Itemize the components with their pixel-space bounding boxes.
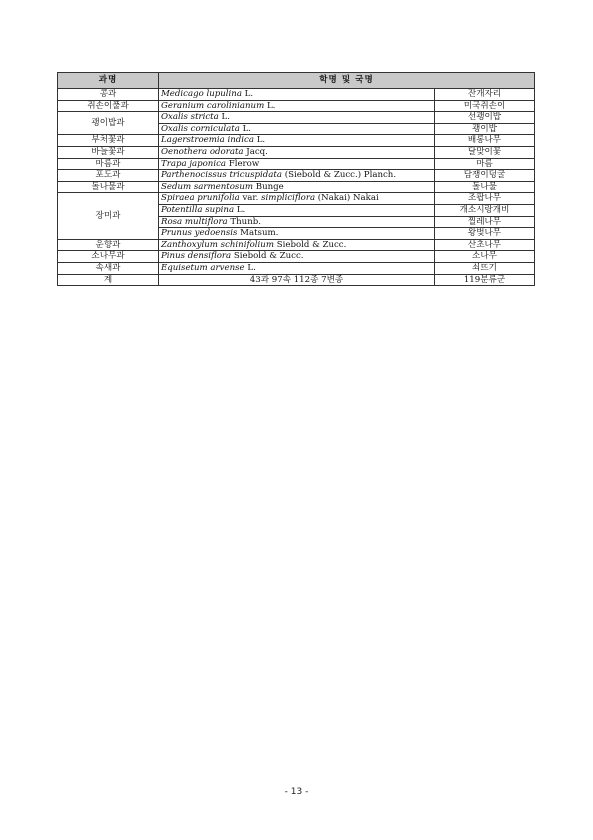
family-cell: 콩과 [58,89,159,101]
scientific-name-authority: Flerow [226,158,260,169]
table-row [58,146,535,158]
table-row [58,251,535,263]
table-row [58,100,535,112]
korean-name-cell: 선괭이밥 [435,112,535,124]
scientific-name-italic: Spiraea prunifolia [161,193,240,204]
scientific-name-cell [159,123,435,135]
korean-name-cell: 배롱나무 [435,135,535,147]
scientific-name-authority: Siebold & Zucc. [231,251,304,262]
scientific-name-cell [159,112,435,124]
family-cell: 속새과 [58,262,159,274]
scientific-name-cell [159,239,435,251]
scientific-name-authority: L. [264,100,276,111]
table-row [58,170,535,182]
korean-name-cell: 왕벚나무 [435,228,535,240]
korean-name-cell: 산초나무 [435,239,535,251]
scientific-name-authority: L. [234,204,246,215]
scientific-name-cell [159,135,435,147]
scientific-name-cell [159,262,435,274]
korean-name-cell: 찔레나무 [435,216,535,228]
scientific-name-italic: Oxalis corniculata [161,123,240,134]
scientific-name-cell [159,216,435,228]
scientific-name-cell [159,158,435,170]
page-number: - 13 - [284,787,309,797]
family-cell: 마름과 [58,158,159,170]
family-cell: 바늘꽃과 [58,146,159,158]
family-cell: 쥐손이풀과 [58,100,159,112]
scientific-name-authority: L. [253,135,266,146]
scientific-name-cell [159,146,435,158]
scientific-name-authority: L. [239,123,252,134]
scientific-name-italic: Lagerstroemia indica [161,135,254,146]
scientific-name-italic: Pinus densiflora [161,251,232,262]
table-header-row [58,73,535,89]
korean-name-cell: 미국쥐손이 [435,100,535,112]
scientific-name-authority: var. [239,193,262,204]
scientific-name-authority: (Siebold & Zucc.) Planch. [282,170,397,181]
total-row [58,274,535,286]
scientific-name-authority: L. [244,262,256,273]
family-cell: 돌나물과 [58,181,159,193]
total-count: 119분류군 [435,274,535,286]
korean-name-cell: 조팝나무 [435,193,535,205]
scientific-name-italic: Sedum sarmentosum [161,181,254,192]
korean-name-cell: 소나무 [435,251,535,263]
scientific-name-authority: Bunge [253,181,284,192]
scientific-name-authority: Siebold & Zucc. [273,239,347,250]
scientific-name-authority: (Nakai) Nakai [315,193,379,204]
header-family: 과명 [58,73,159,89]
scientific-name-cell [159,193,435,205]
family-cell: 부처꽃과 [58,135,159,147]
scientific-name-italic: Oenothera odorata [161,146,244,157]
scientific-name-italic: Parthenocissus tricuspidata [161,170,282,181]
scientific-name-italic: Potentilla supina [161,204,235,215]
species-table [57,72,535,286]
table-body [58,89,535,275]
scientific-name-authority: Jacq. [243,146,268,157]
table-row [58,89,535,101]
scientific-name-cell [159,89,435,101]
table-row [58,193,535,205]
scientific-name-italic: Zanthoxylum schinifolium [161,239,274,250]
scientific-name-cell [159,204,435,216]
scientific-name-italic: Trapa japonica [161,158,227,169]
family-cell: 운향과 [58,239,159,251]
korean-name-cell: 돌나물 [435,181,535,193]
scientific-name-italic: Medicago lupulina [161,89,242,99]
table-row [58,112,535,124]
korean-name-cell: 개소시랑개비 [435,204,535,216]
scientific-name-authority: Matsum. [237,228,279,239]
total-summary: 43과 97속 112종 7변종 [159,274,435,286]
table-row [58,239,535,251]
family-cell: 장미과 [58,193,159,239]
scientific-name-cell [159,228,435,240]
scientific-name-cell [159,181,435,193]
scientific-name-italic: Prunus yedoensis [161,228,238,239]
scientific-name-authority: Thunb. [227,216,261,227]
table-row [58,262,535,274]
table-row [58,181,535,193]
table-row [58,135,535,147]
family-cell: 포도과 [58,170,159,182]
scientific-name-cell [159,100,435,112]
scientific-name-italic: Oxalis stricta [161,112,219,123]
scientific-name-italic: Geranium carolinianum [161,100,265,111]
scientific-name-italic: Equisetum arvense [161,262,245,273]
scientific-name-cell [159,170,435,182]
korean-name-cell: 마름 [435,158,535,170]
korean-name-cell: 달맞이꽃 [435,146,535,158]
total-label: 계 [58,274,159,286]
header-name: 학명 및 국명 [159,73,535,89]
korean-name-cell: 괭이밥 [435,123,535,135]
family-cell: 소나무과 [58,251,159,263]
scientific-name-cell [159,251,435,263]
korean-name-cell: 담쟁이덩굴 [435,170,535,182]
korean-name-cell: 쇠뜨기 [435,262,535,274]
table-row [58,158,535,170]
scientific-name-italic: simpliciflora [261,193,316,204]
korean-name-cell: 잔개자리 [435,89,535,101]
scientific-name-authority: L. [218,112,230,123]
family-cell: 괭이밥과 [58,112,159,135]
scientific-name-authority: L. [241,89,254,99]
scientific-name-italic: Rosa multiflora [161,216,228,227]
